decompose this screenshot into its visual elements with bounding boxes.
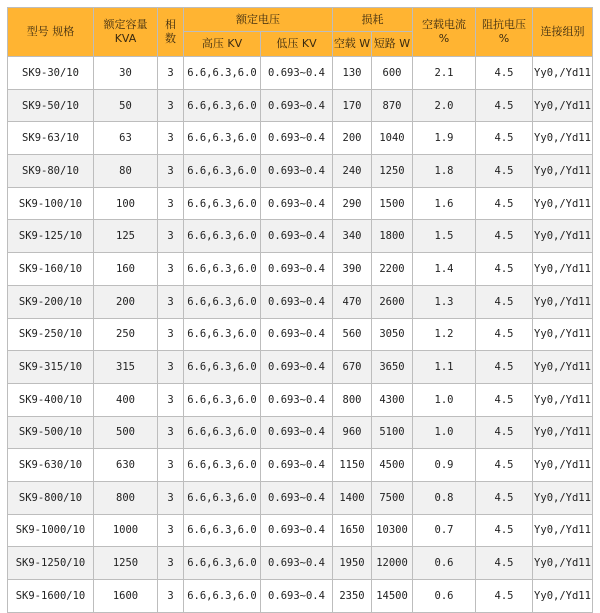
- cell-low-voltage: 0.693~0.4: [261, 351, 333, 384]
- cell-model: SK9-160/10: [8, 253, 94, 286]
- table-row: [8, 253, 593, 286]
- table-row: [8, 318, 593, 351]
- cell-low-voltage: 0.693~0.4: [261, 449, 333, 482]
- cell-no-load-loss: 1150: [333, 449, 372, 482]
- cell-capacity: 800: [94, 481, 158, 514]
- cell-no-load-current: 2.1: [413, 57, 476, 90]
- cell-no-load-loss: 800: [333, 383, 372, 416]
- cell-low-voltage: 0.693~0.4: [261, 481, 333, 514]
- table-row: [8, 351, 593, 384]
- cell-phase: 3: [158, 514, 184, 547]
- cell-no-load-loss: 1950: [333, 547, 372, 580]
- cell-no-load-loss: 170: [333, 89, 372, 122]
- cell-phase: 3: [158, 220, 184, 253]
- cell-capacity: 160: [94, 253, 158, 286]
- cell-capacity: 50: [94, 89, 158, 122]
- header-impedance-line2: %: [498, 32, 510, 45]
- cell-high-voltage: 6.6,6.3,6.0: [184, 253, 261, 286]
- cell-impedance: 4.5: [476, 481, 533, 514]
- cell-no-load-loss: 290: [333, 187, 372, 220]
- header-short-circuit-loss: 短路 W: [372, 32, 413, 57]
- header-phase-line1: 相: [165, 18, 176, 31]
- cell-short-circuit-loss: 3650: [372, 351, 413, 384]
- cell-low-voltage: 0.693~0.4: [261, 383, 333, 416]
- cell-high-voltage: 6.6,6.3,6.0: [184, 57, 261, 90]
- table-row: [8, 580, 593, 613]
- cell-high-voltage: 6.6,6.3,6.0: [184, 449, 261, 482]
- cell-low-voltage: 0.693~0.4: [261, 253, 333, 286]
- cell-no-load-loss: 1650: [333, 514, 372, 547]
- header-capacity-line2: KVA: [114, 32, 137, 45]
- cell-connection-group: Yy0,/Yd11: [533, 449, 593, 482]
- header-no-load-current-line2: %: [438, 32, 450, 45]
- cell-short-circuit-loss: 4300: [372, 383, 413, 416]
- cell-no-load-current: 1.2: [413, 318, 476, 351]
- cell-low-voltage: 0.693~0.4: [261, 318, 333, 351]
- cell-short-circuit-loss: 600: [372, 57, 413, 90]
- cell-impedance: 4.5: [476, 318, 533, 351]
- cell-model: SK9-200/10: [8, 285, 94, 318]
- header-rated-voltage-label: 额定电压: [236, 12, 280, 26]
- cell-model: SK9-125/10: [8, 220, 94, 253]
- cell-connection-group: Yy0,/Yd11: [533, 481, 593, 514]
- header-connection-group-label: 连接组别: [540, 25, 585, 38]
- cell-model: SK9-50/10: [8, 89, 94, 122]
- cell-connection-group: Yy0,/Yd11: [533, 416, 593, 449]
- header-no-load-current: [413, 8, 476, 57]
- cell-capacity: 200: [94, 285, 158, 318]
- table-row: [8, 481, 593, 514]
- cell-low-voltage: 0.693~0.4: [261, 220, 333, 253]
- cell-short-circuit-loss: 14500: [372, 580, 413, 613]
- cell-no-load-loss: 200: [333, 122, 372, 155]
- cell-phase: 3: [158, 351, 184, 384]
- cell-no-load-current: 0.7: [413, 514, 476, 547]
- cell-model: SK9-30/10: [8, 57, 94, 90]
- cell-impedance: 4.5: [476, 220, 533, 253]
- cell-short-circuit-loss: 870: [372, 89, 413, 122]
- cell-impedance: 4.5: [476, 155, 533, 188]
- cell-connection-group: Yy0,/Yd11: [533, 547, 593, 580]
- table-row: [8, 187, 593, 220]
- cell-impedance: 4.5: [476, 122, 533, 155]
- cell-no-load-loss: 470: [333, 285, 372, 318]
- cell-connection-group: Yy0,/Yd11: [533, 514, 593, 547]
- cell-phase: 3: [158, 383, 184, 416]
- cell-phase: 3: [158, 155, 184, 188]
- cell-high-voltage: 6.6,6.3,6.0: [184, 514, 261, 547]
- cell-impedance: 4.5: [476, 285, 533, 318]
- cell-model: SK9-80/10: [8, 155, 94, 188]
- cell-capacity: 125: [94, 220, 158, 253]
- cell-short-circuit-loss: 7500: [372, 481, 413, 514]
- cell-connection-group: Yy0,/Yd11: [533, 318, 593, 351]
- cell-model: SK9-1000/10: [8, 514, 94, 547]
- table-row: [8, 155, 593, 188]
- cell-capacity: 1250: [94, 547, 158, 580]
- header-connection-group: [533, 8, 593, 57]
- cell-capacity: 315: [94, 351, 158, 384]
- cell-phase: 3: [158, 547, 184, 580]
- cell-model: SK9-63/10: [8, 122, 94, 155]
- cell-no-load-loss: 340: [333, 220, 372, 253]
- cell-capacity: 30: [94, 57, 158, 90]
- cell-no-load-current: 1.5: [413, 220, 476, 253]
- cell-phase: 3: [158, 89, 184, 122]
- cell-connection-group: Yy0,/Yd11: [533, 187, 593, 220]
- cell-connection-group: Yy0,/Yd11: [533, 122, 593, 155]
- cell-capacity: 250: [94, 318, 158, 351]
- cell-model: SK9-100/10: [8, 187, 94, 220]
- cell-short-circuit-loss: 1040: [372, 122, 413, 155]
- cell-capacity: 500: [94, 416, 158, 449]
- header-no-load-current-line1: 空载电流: [422, 18, 466, 31]
- cell-capacity: 630: [94, 449, 158, 482]
- header-impedance-line1: 阻抗电压: [482, 18, 526, 31]
- cell-low-voltage: 0.693~0.4: [261, 89, 333, 122]
- header-losses: [333, 8, 413, 32]
- cell-capacity: 1000: [94, 514, 158, 547]
- cell-impedance: 4.5: [476, 89, 533, 122]
- header-capacity-line1: 额定容量: [103, 18, 148, 31]
- table-header: [8, 8, 593, 57]
- cell-phase: 3: [158, 253, 184, 286]
- cell-connection-group: Yy0,/Yd11: [533, 383, 593, 416]
- transformer-spec-table: [7, 7, 593, 613]
- cell-connection-group: Yy0,/Yd11: [533, 580, 593, 613]
- cell-phase: 3: [158, 57, 184, 90]
- cell-connection-group: Yy0,/Yd11: [533, 155, 593, 188]
- header-capacity: [94, 8, 158, 57]
- cell-high-voltage: 6.6,6.3,6.0: [184, 285, 261, 318]
- cell-phase: 3: [158, 285, 184, 318]
- cell-short-circuit-loss: 1500: [372, 187, 413, 220]
- header-losses-label: 损耗: [361, 12, 384, 26]
- cell-no-load-loss: 1400: [333, 481, 372, 514]
- cell-impedance: 4.5: [476, 449, 533, 482]
- cell-impedance: 4.5: [476, 351, 533, 384]
- table-row: [8, 122, 593, 155]
- cell-no-load-loss: 390: [333, 253, 372, 286]
- cell-short-circuit-loss: 3050: [372, 318, 413, 351]
- cell-no-load-current: 1.0: [413, 383, 476, 416]
- cell-model: SK9-1250/10: [8, 547, 94, 580]
- cell-phase: 3: [158, 187, 184, 220]
- cell-no-load-loss: 2350: [333, 580, 372, 613]
- header-phase: [158, 8, 184, 57]
- cell-no-load-current: 0.6: [413, 547, 476, 580]
- cell-short-circuit-loss: 10300: [372, 514, 413, 547]
- cell-impedance: 4.5: [476, 416, 533, 449]
- cell-phase: 3: [158, 580, 184, 613]
- cell-high-voltage: 6.6,6.3,6.0: [184, 416, 261, 449]
- cell-no-load-current: 1.3: [413, 285, 476, 318]
- cell-short-circuit-loss: 1800: [372, 220, 413, 253]
- cell-no-load-current: 1.4: [413, 253, 476, 286]
- cell-low-voltage: 0.693~0.4: [261, 285, 333, 318]
- header-low-voltage: 低压 KV: [261, 32, 333, 57]
- cell-phase: 3: [158, 318, 184, 351]
- cell-short-circuit-loss: 12000: [372, 547, 413, 580]
- cell-impedance: 4.5: [476, 187, 533, 220]
- cell-no-load-loss: 960: [333, 416, 372, 449]
- table-row: [8, 383, 593, 416]
- table-row: [8, 285, 593, 318]
- cell-low-voltage: 0.693~0.4: [261, 580, 333, 613]
- header-high-voltage: 高压 KV: [184, 32, 261, 57]
- cell-model: SK9-800/10: [8, 481, 94, 514]
- cell-connection-group: Yy0,/Yd11: [533, 351, 593, 384]
- header-rated-voltage: [184, 8, 333, 32]
- cell-capacity: 63: [94, 122, 158, 155]
- cell-connection-group: Yy0,/Yd11: [533, 253, 593, 286]
- cell-low-voltage: 0.693~0.4: [261, 155, 333, 188]
- cell-high-voltage: 6.6,6.3,6.0: [184, 220, 261, 253]
- cell-model: SK9-500/10: [8, 416, 94, 449]
- header-phase-line2: 数: [165, 32, 176, 45]
- cell-phase: 3: [158, 416, 184, 449]
- header-impedance: [476, 8, 533, 57]
- cell-high-voltage: 6.6,6.3,6.0: [184, 318, 261, 351]
- table-row: [8, 89, 593, 122]
- table-row: [8, 220, 593, 253]
- cell-short-circuit-loss: 2200: [372, 253, 413, 286]
- cell-low-voltage: 0.693~0.4: [261, 547, 333, 580]
- table-row: [8, 449, 593, 482]
- cell-high-voltage: 6.6,6.3,6.0: [184, 187, 261, 220]
- cell-connection-group: Yy0,/Yd11: [533, 285, 593, 318]
- cell-no-load-current: 0.8: [413, 481, 476, 514]
- cell-model: SK9-1600/10: [8, 580, 94, 613]
- cell-no-load-loss: 560: [333, 318, 372, 351]
- cell-no-load-loss: 670: [333, 351, 372, 384]
- cell-low-voltage: 0.693~0.4: [261, 187, 333, 220]
- cell-high-voltage: 6.6,6.3,6.0: [184, 580, 261, 613]
- cell-connection-group: Yy0,/Yd11: [533, 220, 593, 253]
- cell-no-load-current: 0.9: [413, 449, 476, 482]
- cell-model: SK9-630/10: [8, 449, 94, 482]
- cell-low-voltage: 0.693~0.4: [261, 416, 333, 449]
- cell-connection-group: Yy0,/Yd11: [533, 89, 593, 122]
- cell-low-voltage: 0.693~0.4: [261, 122, 333, 155]
- cell-impedance: 4.5: [476, 547, 533, 580]
- cell-phase: 3: [158, 122, 184, 155]
- cell-phase: 3: [158, 481, 184, 514]
- cell-no-load-loss: 130: [333, 57, 372, 90]
- table-row: [8, 514, 593, 547]
- cell-impedance: 4.5: [476, 383, 533, 416]
- cell-model: SK9-315/10: [8, 351, 94, 384]
- cell-low-voltage: 0.693~0.4: [261, 514, 333, 547]
- cell-model: SK9-250/10: [8, 318, 94, 351]
- cell-high-voltage: 6.6,6.3,6.0: [184, 155, 261, 188]
- cell-impedance: 4.5: [476, 57, 533, 90]
- cell-model: SK9-400/10: [8, 383, 94, 416]
- cell-no-load-current: 1.6: [413, 187, 476, 220]
- cell-capacity: 1600: [94, 580, 158, 613]
- header-model-label: 型号 规格: [26, 25, 75, 38]
- cell-high-voltage: 6.6,6.3,6.0: [184, 351, 261, 384]
- cell-phase: 3: [158, 449, 184, 482]
- cell-no-load-current: 1.0: [413, 416, 476, 449]
- cell-low-voltage: 0.693~0.4: [261, 57, 333, 90]
- cell-no-load-current: 1.9: [413, 122, 476, 155]
- table-row: [8, 57, 593, 90]
- cell-no-load-current: 2.0: [413, 89, 476, 122]
- cell-high-voltage: 6.6,6.3,6.0: [184, 122, 261, 155]
- cell-no-load-loss: 240: [333, 155, 372, 188]
- table-body: [8, 57, 593, 613]
- header-model: [8, 8, 94, 57]
- cell-no-load-current: 0.6: [413, 580, 476, 613]
- table-row: [8, 547, 593, 580]
- cell-high-voltage: 6.6,6.3,6.0: [184, 89, 261, 122]
- cell-high-voltage: 6.6,6.3,6.0: [184, 481, 261, 514]
- cell-short-circuit-loss: 4500: [372, 449, 413, 482]
- cell-capacity: 400: [94, 383, 158, 416]
- cell-capacity: 100: [94, 187, 158, 220]
- cell-connection-group: Yy0,/Yd11: [533, 57, 593, 90]
- cell-no-load-current: 1.1: [413, 351, 476, 384]
- cell-short-circuit-loss: 1250: [372, 155, 413, 188]
- header-no-load-loss: 空载 W: [333, 32, 372, 57]
- cell-high-voltage: 6.6,6.3,6.0: [184, 547, 261, 580]
- cell-capacity: 80: [94, 155, 158, 188]
- cell-short-circuit-loss: 5100: [372, 416, 413, 449]
- cell-impedance: 4.5: [476, 253, 533, 286]
- table-row: [8, 416, 593, 449]
- spec-table-container: [7, 7, 593, 613]
- cell-no-load-current: 1.8: [413, 155, 476, 188]
- cell-impedance: 4.5: [476, 580, 533, 613]
- cell-short-circuit-loss: 2600: [372, 285, 413, 318]
- cell-high-voltage: 6.6,6.3,6.0: [184, 383, 261, 416]
- cell-impedance: 4.5: [476, 514, 533, 547]
